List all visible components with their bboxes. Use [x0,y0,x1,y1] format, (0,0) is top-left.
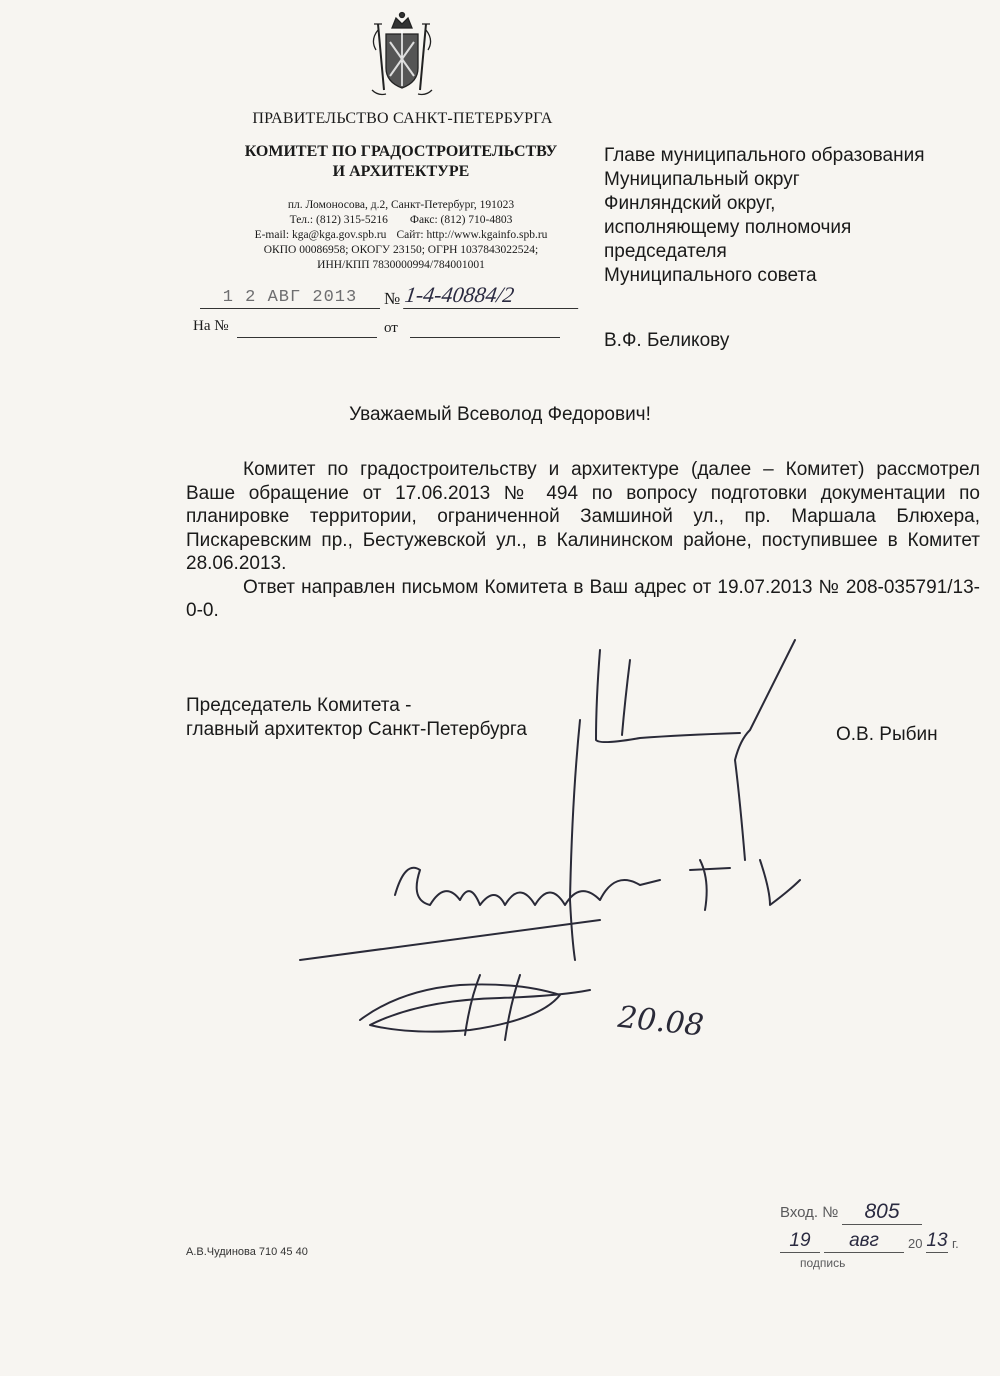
executor-contact: А.В.Чудинова 710 45 40 [186,1246,308,1258]
stamp-day: 19 [780,1230,820,1253]
committee-inn: ИНН/КПП 7830000994/784001001 [317,259,485,271]
body-paragraph: Комитет по градостроительству и архитектуре (далее – Комитет) рассмотрел Ваше обращение от 17.06.2013 № 494 по вопросу подготовки документации по планировке территории, ограниченной Замшиной ул., пр. Маршала Блюхера, Пискаревским пр., Бестужевской ул., в Калининском районе, поступившее в Комитет 28.06.2013. [186,459,980,574]
stamp-incoming-number: 805 [842,1200,922,1225]
stamp-month: авг [824,1230,904,1253]
committee-site: Сайт: http://www.kgainfo.spb.ru [396,229,548,241]
resolution-stroke [465,975,480,1035]
letter-body [186,458,980,623]
committee-name [205,142,597,182]
resolution-stroke [760,860,800,905]
resolution-stroke [690,860,730,910]
salutation: Уважаемый Всеволод Федорович! [349,404,651,425]
addressee-line: Муниципальный округ [604,169,800,190]
committee-name-line2: И АРХИТЕКТУРЕ [332,163,470,180]
stamp-year-prefix: 20 [908,1236,923,1251]
addressee-line: председателя [604,241,727,262]
stamp-year-suffix: г. [952,1236,959,1251]
stamp-incoming-label: Вход. № [780,1204,839,1221]
reference-date-blank [410,337,560,338]
resolution-stroke [395,868,660,905]
signer-title [186,694,527,742]
committee-email: E-mail: kga@kga.gov.spb.ru [254,229,387,241]
committee-contacts [205,198,597,273]
committee-fax: Факс: (812) 710-4803 [409,214,513,226]
signature-stroke [596,650,740,742]
stamp-signature-label: подпись [800,1256,846,1270]
signer-title-line2: главный архитектор Санкт-Петербурга [186,719,527,740]
body-paragraph: Ответ направлен письмом Комитета в Ваш адрес от 19.07.2013 № 208-035791/13-0-0. [186,576,980,621]
coat-of-arms-emblem [362,10,442,110]
addressee-line: Главе муниципального образования [604,145,925,166]
reference-number-blank [237,337,377,338]
government-name: ПРАВИТЕЛЬСТВО САНКТ-ПЕТЕРБУРГА [252,110,553,127]
resolution-stroke [360,984,590,1031]
committee-phone: Тел.: (812) 315-5216 [289,214,388,226]
reference-number-label: На № [193,318,229,334]
committee-name-line1: КОМИТЕТ ПО ГРАДОСТРОИТЕЛЬСТВУ [244,143,558,160]
addressee-line: Финляндский округ, [604,193,776,214]
signature-stroke [735,640,795,860]
resolution-date: 20.08 [616,999,706,1044]
signature-stroke [570,720,580,960]
outgoing-number-label: № [384,289,401,308]
outgoing-number-handwritten: 1-4-40884/2 [403,282,582,309]
signature-stroke [622,660,630,735]
addressee-name: В.Ф. Беликову [604,330,730,351]
resolution-stroke [505,975,520,1040]
addressee-block [604,144,984,288]
committee-address: пл. Ломоносова, д.2, Санкт-Петербург, 191023 [287,199,515,211]
signer-title-line1: Председатель Комитета - [186,695,412,716]
outgoing-date-stamp: 1 2 АВГ 2013 [200,288,380,309]
resolution-stroke [300,920,600,960]
addressee-line: исполняющему полномочия [604,217,852,238]
stamp-year: 13 [926,1230,948,1251]
addressee-line: Муниципального совета [604,265,817,286]
incoming-registration-stamp [780,1200,980,1270]
signer-name: О.В. Рыбин [836,724,938,745]
committee-codes: ОКПО 00086958; ОКОГУ 23150; ОГРН 1037843022524; [263,244,539,256]
reference-date-label: от [384,320,398,336]
